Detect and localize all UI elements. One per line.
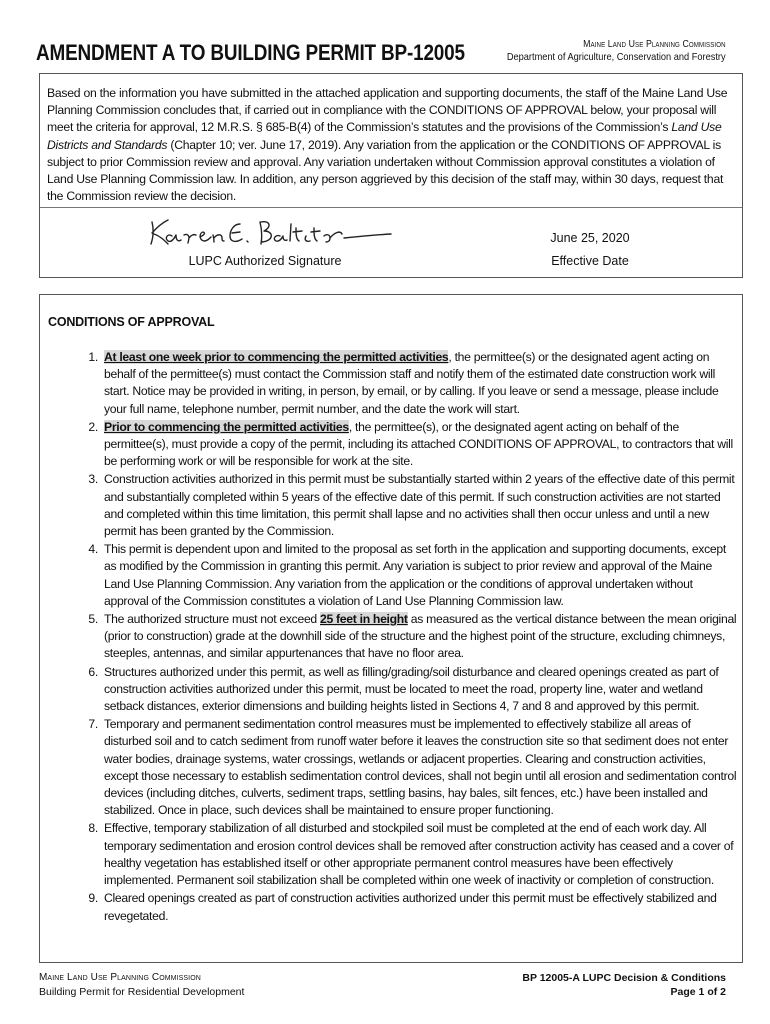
condition-text: Construction activities authorized in this permit must be substantially started within 2 years of the effective date of this permit and substantially completed within 5 years of the effective date of this permit. If such construction activities are not started and completed within this time limitation, this permit shall lapse and no activities shall then occur unless and until a new permit has been granted by the Commission. (104, 472, 735, 539)
condition-highlight: At least one week prior to commencing the permitted activities (104, 350, 449, 364)
footer-right (522, 971, 726, 999)
condition-item (48, 349, 738, 418)
condition-text: Temporary and permanent sedimentation control measures must be implemented to effectively stabilize all areas of disturbed soil and to catch sediment from runoff water before it leaves the construction site so that sediment does not enter water bodies, drainage systems, water crossings, wetlands or adjacent properties. Clearing and construction activities, except those necessary to establish sedimentation control devices, shall not begin until all erosion and sedimentation control devices (including ditches, culverts, sediment traps, settling basins, hay bales, silt fences, etc.) have been installed and stabilized. Once in place, such devices shall be maintained to ensure proper functioning. (104, 717, 737, 818)
condition-number: 2. (88, 419, 98, 434)
intro-text-2: (Chapter 10; ver. June 17, 2019). Any variation from the application or the CONDITIONS OF APPROVAL is subject to prior Commission review and approval. Any variation undertaken without Commission approval constitutes a violation of Land Use Planning Commission law. In addition, any person aggrieved by this decision of the staff may, within 30 days, request that the Commission review the decision. (47, 137, 724, 204)
condition-number: 9. (88, 891, 98, 906)
condition-number: 6. (88, 664, 98, 679)
condition-number: 8. (88, 821, 98, 836)
condition-text: , the permittee(s), or the designated agent acting on behalf of the permittee(s), must provide a copy of the permit, including its attached CONDITIONS OF APPROVAL, to contractors that will be performing work or will be responsible for work at the site. (104, 419, 733, 469)
effective-date: June 25, 2020 (550, 231, 630, 245)
condition-number: 5. (88, 612, 98, 627)
conditions-box (39, 294, 743, 963)
effective-date-label: Effective Date (551, 254, 629, 268)
condition-text: This permit is dependent upon and limited to the proposal as set forth in the application and supporting documents, except as modified by the Commission in granting this permit. Any variation is subject to prior review and approval of the Maine Land Use Planning Commission. Any variation from the application or the conditions of approval undertaken without approval of the Commission constitutes a violation of Land Use Planning Commission law. (104, 542, 726, 608)
condition-number: 3. (88, 472, 98, 487)
condition-text: The authorized structure must not exceed (104, 612, 320, 627)
condition-item (48, 890, 738, 924)
footer-doc-id: BP 12005-A LUPC Decision & Conditions (522, 972, 726, 984)
condition-item (48, 611, 738, 663)
agency-block (477, 38, 726, 64)
condition-item (48, 664, 738, 716)
condition-number: 4. (88, 542, 98, 557)
condition-text: as measured as the vertical distance between the mean original (prior to construction) grade at the downhill side of the structure and the highest point of the structure, excluding chimneys, steeples, antennas, and similar appurtenances that have no floor area. (104, 612, 737, 661)
page-number: Page 1 of 2 (670, 986, 726, 998)
condition-text: Structures authorized under this permit, as well as filling/grading/soil disturbance and cleared openings created as part of construction activities authorized under this permit, must be located to meet the road, property line, water and wetland setback distances, exterior dimensions and building heights listed in Sections 4, 7 and 8 and approved by this permit. (104, 664, 719, 714)
condition-number: 7. (88, 717, 98, 732)
signature-label: LUPC Authorized Signature (188, 254, 342, 268)
condition-item (48, 716, 738, 819)
condition-highlight: 25 feet in height (320, 612, 408, 627)
condition-item (48, 541, 738, 610)
condition-highlight: Prior to commencing the permitted activities (104, 419, 349, 434)
document-title: AMENDMENT A TO BUILDING PERMIT BP-12005 (36, 40, 465, 65)
decision-box (39, 73, 743, 278)
agency-department: Department of Agriculture, Conservation and Forestry (507, 51, 726, 63)
footer-agency: Maine Land Use Planning Commission (39, 972, 201, 983)
signature-divider (40, 207, 742, 208)
intro-italic-title: Land Use Districts and Standards (47, 120, 722, 152)
condition-item (48, 419, 738, 471)
condition-text: , the permittee(s) or the designated agent acting on behalf of the permittee(s) must contact the Commission staff and notify them of the estimated date construction work will start. Notice may be provided in writing, in person, by email, or by calling. If you leave or send a message, please include your full name, telephone number, permit number, and the date the work will start. (104, 350, 719, 416)
condition-item (48, 820, 738, 889)
condition-text: Cleared openings created as part of construction activities authorized under this permit must be effectively stabilized and revegetated. (104, 891, 717, 923)
intro-text-1: Based on the information you have submitted in the attached application and supporting documents, the staff of the Maine Land Use Planning Commission concludes that, if carried out in compliance with the CONDITIONS OF APPROVAL below, your proposal will meet the criteria for approval, 12 M.R.S. § 685-B(4) of the Commission’s statutes and the provisions of the Commission’s (47, 86, 728, 135)
condition-number: 1. (88, 350, 98, 364)
condition-item (48, 471, 738, 540)
agency-name: Maine Land Use Planning Commission (583, 39, 726, 50)
handwritten-signature (144, 216, 394, 252)
footer-left (39, 971, 244, 999)
intro-paragraph (47, 85, 733, 205)
condition-text: Effective, temporary stabilization of all disturbed and stockpiled soil must be completed at the end of each work day. All temporary sedimentation and erosion control devices shall be removed after construction activity has ceased and a cover of healthy vegetation has established itself or other appropriate permanent control measures have been effectively implemented. Permanent soil stabilization shall be completed within one week of inactivity or completion of construction. (104, 821, 734, 888)
conditions-list (48, 349, 738, 926)
conditions-heading: CONDITIONS OF APPROVAL (48, 315, 215, 329)
footer-permit-type: Building Permit for Residential Development (39, 986, 245, 998)
